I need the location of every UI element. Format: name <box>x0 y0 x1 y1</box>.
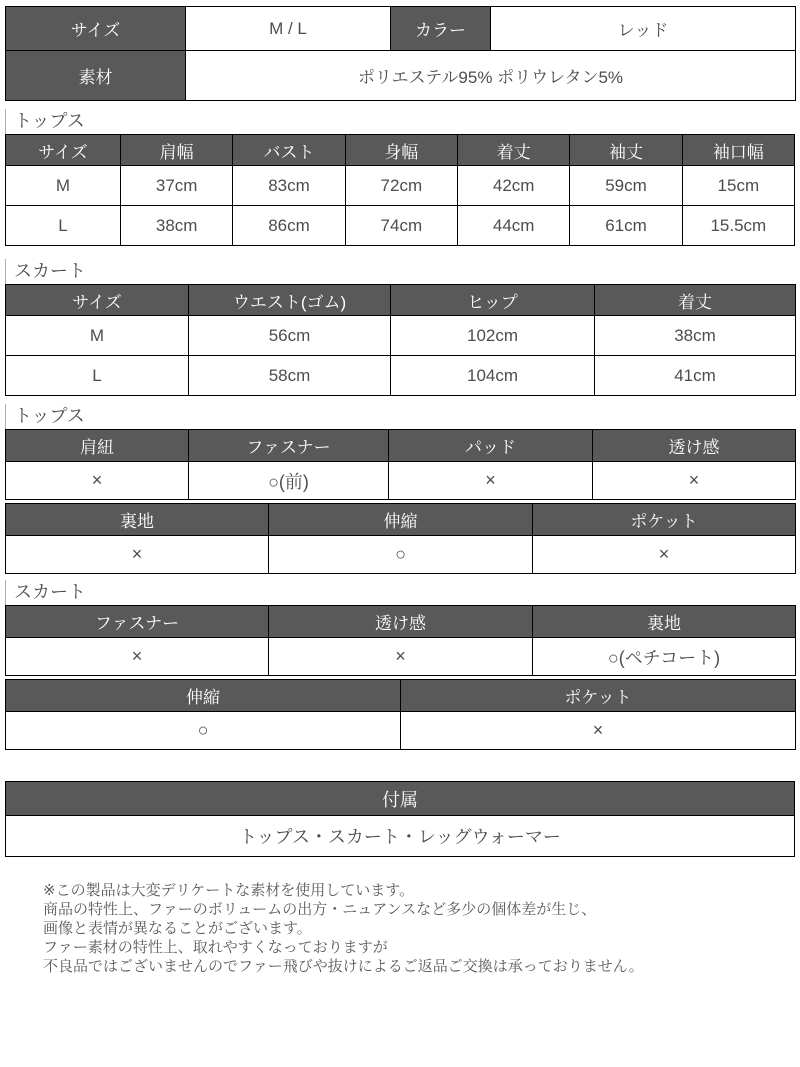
measurement-cell: 102cm <box>391 316 595 356</box>
table-header-row <box>6 285 796 316</box>
measurement-cell: 58cm <box>189 356 391 396</box>
tops-features-table-2 <box>5 503 796 574</box>
measurement-cell: 74cm <box>345 206 457 246</box>
table-row <box>6 316 796 356</box>
measurement-cell: 44cm <box>457 206 569 246</box>
feature-value-cell: ○(前) <box>189 462 389 500</box>
table-header-row <box>6 430 796 462</box>
feature-value-cell: × <box>593 462 796 500</box>
skirt-features-label: スカート <box>5 580 795 605</box>
note-line: 不良品ではございませんのでファー飛びや抜けによるご返品ご交換は承っておりません。 <box>43 958 644 975</box>
size-cell: M <box>6 166 121 206</box>
product-notes <box>43 881 795 976</box>
measurement-cell: 15.5cm <box>682 206 794 246</box>
color-value-cell: レッド <box>491 7 796 51</box>
table-row <box>6 536 796 574</box>
size-cell: M <box>6 316 189 356</box>
feature-value-cell: × <box>401 712 796 750</box>
column-header: 透け感 <box>269 606 533 638</box>
material-value-cell: ポリエステル95% ポリウレタン5% <box>186 51 796 101</box>
size-value-cell: M / L <box>186 7 391 51</box>
feature-value-cell: ○(ペチコート) <box>533 638 796 676</box>
table-row <box>6 712 796 750</box>
measurement-cell: 59cm <box>570 166 682 206</box>
column-header: 裏地 <box>6 504 269 536</box>
note-line: 画像と表情が異なることがございます。 <box>43 920 312 937</box>
tops-measurements-table <box>5 134 795 246</box>
measurement-cell: 42cm <box>457 166 569 206</box>
info-row-size-color <box>6 7 796 51</box>
accessories-table <box>5 781 795 857</box>
column-header: サイズ <box>6 135 121 166</box>
feature-value-cell: ○ <box>6 712 401 750</box>
note-line: 商品の特性上、ファーのボリュームの出方・ニュアンスなど多少の個体差が生じ、 <box>43 901 597 918</box>
table-header-row <box>6 782 795 816</box>
tops-features-label: トップス <box>5 404 795 429</box>
column-header: 着丈 <box>457 135 569 166</box>
feature-value-cell: × <box>269 638 533 676</box>
color-header-cell: カラー <box>391 7 491 51</box>
note-line: ファー素材の特性上、取れやすくなっておりますが <box>43 939 388 956</box>
column-header: 透け感 <box>593 430 796 462</box>
table-row <box>6 816 795 857</box>
column-header: ファスナー <box>189 430 389 462</box>
table-row <box>6 166 795 206</box>
table-row <box>6 206 795 246</box>
skirt-measurements-label: スカート <box>5 259 795 284</box>
size-cell: L <box>6 206 121 246</box>
column-header: ファスナー <box>6 606 269 638</box>
column-header: 身幅 <box>345 135 457 166</box>
feature-value-cell: ○ <box>269 536 533 574</box>
info-table <box>5 6 796 101</box>
column-header: 裏地 <box>533 606 796 638</box>
size-cell: L <box>6 356 189 396</box>
measurement-cell: 56cm <box>189 316 391 356</box>
skirt-features-table-1 <box>5 605 796 676</box>
tops-features-table-1 <box>5 429 796 500</box>
measurement-cell: 38cm <box>121 206 233 246</box>
table-header-row <box>6 606 796 638</box>
column-header: 肩幅 <box>121 135 233 166</box>
column-header: 袖丈 <box>570 135 682 166</box>
feature-value-cell: × <box>533 536 796 574</box>
column-header: バスト <box>233 135 345 166</box>
measurement-cell: 86cm <box>233 206 345 246</box>
table-row <box>6 356 796 396</box>
measurement-cell: 61cm <box>570 206 682 246</box>
feature-value-cell: × <box>6 638 269 676</box>
measurement-cell: 15cm <box>682 166 794 206</box>
column-header: 伸縮 <box>269 504 533 536</box>
table-header-row <box>6 135 795 166</box>
table-header-row <box>6 504 796 536</box>
measurement-cell: 41cm <box>595 356 796 396</box>
column-header: 肩紐 <box>6 430 189 462</box>
feature-value-cell: × <box>6 462 189 500</box>
measurement-cell: 37cm <box>121 166 233 206</box>
feature-value-cell: × <box>389 462 593 500</box>
column-header: ウエスト(ゴム) <box>189 285 391 316</box>
skirt-features-table-2 <box>5 679 796 750</box>
measurement-cell: 83cm <box>233 166 345 206</box>
material-header-cell: 素材 <box>6 51 186 101</box>
measurement-cell: 104cm <box>391 356 595 396</box>
size-header-cell: サイズ <box>6 7 186 51</box>
table-row <box>6 638 796 676</box>
column-header: サイズ <box>6 285 189 316</box>
column-header: パッド <box>389 430 593 462</box>
accessories-header-cell: 付属 <box>6 782 795 816</box>
column-header: 着丈 <box>595 285 796 316</box>
feature-value-cell: × <box>6 536 269 574</box>
measurement-cell: 72cm <box>345 166 457 206</box>
column-header: ポケット <box>533 504 796 536</box>
skirt-measurements-table <box>5 284 796 396</box>
column-header: ポケット <box>401 680 796 712</box>
column-header: 袖口幅 <box>682 135 794 166</box>
tops-measurements-label: トップス <box>5 109 795 134</box>
table-row <box>6 462 796 500</box>
measurement-cell: 38cm <box>595 316 796 356</box>
accessories-value-cell: トップス・スカート・レッグウォーマー <box>6 816 795 857</box>
table-header-row <box>6 680 796 712</box>
info-row-material <box>6 51 796 101</box>
note-line: ※この製品は大変デリケートな素材を使用しています。 <box>43 882 415 899</box>
column-header: ヒップ <box>391 285 595 316</box>
column-header: 伸縮 <box>6 680 401 712</box>
